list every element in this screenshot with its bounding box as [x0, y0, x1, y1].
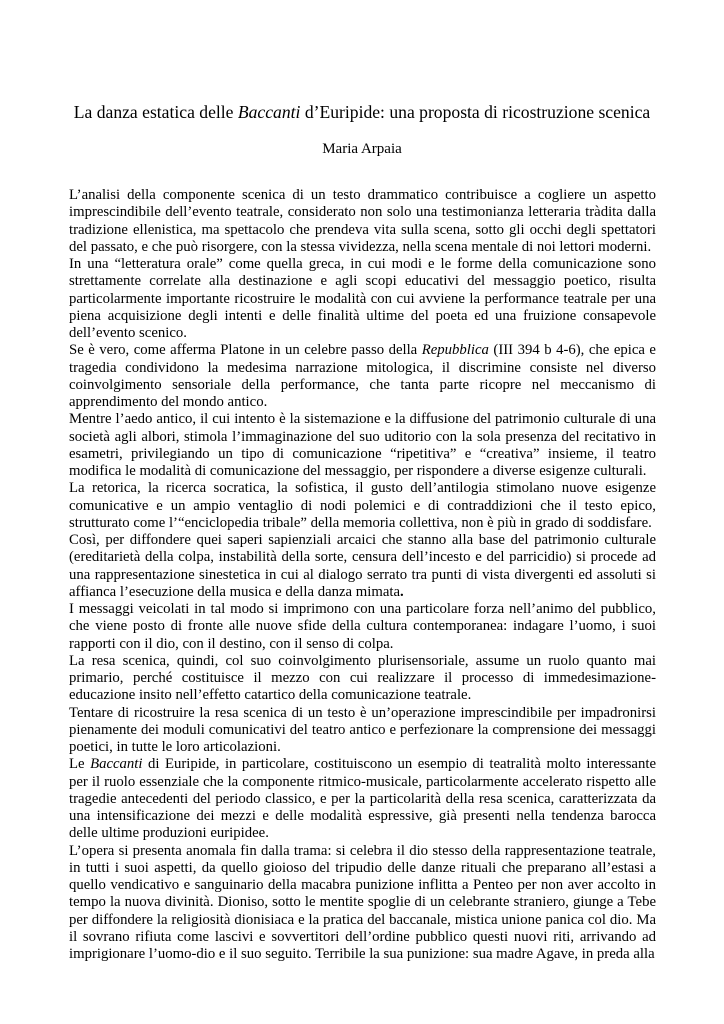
- paragraph-10-end: di Euripide, in particolare, costituiscono un esempio di teatralità molto interessante per il ruolo essenziale che la componente ritmico-musicale, particolarmente accelerato rispetto alle tragedie antecedenti del periodo classico, e per la particolarità della resa scenica, caratterizzata da una intensificazione dei mezzi e delle modalità espressive, già presenti nella tendenza barocca delle ultime produzioni euripidee.: [69, 756, 657, 842]
- paragraph-3: [69, 342, 656, 411]
- paragraph-11: L’opera si presenta anomala fin dalla trama: si celebra il dio stesso della rappresentazione teatrale, in tutti i suoi aspetti, da quello gioioso del tripudio delle danze rituali che preparano all’estasi a quello vendicativo e sanguinario della macabra punizione inflitta a Penteo per non aver accolto in tempo la nuova divinità. Dioniso, sotto le mentite spoglie di un celebrante straniero, giunge a Tebe per diffondere la religiosità dionisiaca e la pratica del baccanale, mistica unione panica col dio. Ma il sovrano rifiuta come lascivi e sovvertitori dell’ordine pubblico questi nuovi riti, arrivando ad imprigionare l’uomo-dio e il suo seguito. Terribile la sua punizione: sua madre Agave, in preda alla: [69, 842, 656, 962]
- paragraph-5: La retorica, la ricerca socratica, la sofistica, il gusto dell’antilogia stimolano nuove esigenze comunicative e un ampio ventaglio di nodi polemici e di contraddizioni che il testo epico, strutturato come l’“enciclopedia tribale” della memoria collettiva, non è più in grado di soddisfare.: [69, 480, 656, 531]
- paragraph-3-italic: Repubblica: [421, 342, 489, 359]
- title-text-end: d’Euripide: una proposta di ricostruzione scenica: [300, 102, 651, 122]
- paragraph-9: Tentare di ricostruire la resa scenica di un testo è un’operazione imprescindibile per impadronirsi pienamente dei moduli comunicativi del teatro antico e perfezionare la comprensione dei messaggi poetici, in tutte le loro articolazioni.: [69, 704, 656, 755]
- paragraph-3-end: (III 394 b 4-6), che epica e tragedia condividono la medesima narrazione mitologica, il discrimine consiste nel diverso coinvolgimento sensoriale della performance, che tanta parte ricopre nel meccanismo di apprendimento del mondo antico.: [69, 342, 656, 410]
- paragraph-6: [69, 532, 656, 601]
- paragraph-3-start: Se è vero, come afferma Platone in un celebre passo della: [69, 342, 422, 359]
- paragraph-10-start: Le: [69, 756, 91, 773]
- paragraph-6-text: Così, per diffondere quei saperi sapienziali arcaici che stanno alla base del patrimonio culturale (ereditarietà della colpa, instabilità della sorte, censura dell’incesto e del parricidio) si procede ad una rappresentazione sinestetica in cui al dialogo serrato tra punti di vista divergenti ed assoluti si affianca l’esecuzione della musica e della danza mimata: [69, 532, 656, 600]
- paragraph-4: Mentre l’aedo antico, il cui intento è la sistemazione e la diffusione del patrimonio culturale di una società agli albori, stimola l’immaginazione del suo uditorio con la sola presenza del recitativo in esametri, privilegiando un tipo di comunicazione “ripetitiva” e “creativa” insieme, il teatro modifica le modalità di comunicazione del messaggio, per rispondere a diverse esigenze culturali.: [69, 411, 656, 479]
- paragraph-7: I messaggi veicolati in tal modo si imprimono con una particolare forza nell’animo del pubblico, che viene posto di fronte alle nuove sfide della cultura contemporanea: indagare l’uomo, i suoi rapporti con il dio, con il destino, con il senso di colpa.: [69, 601, 656, 652]
- paragraph-6-bold-period: .: [400, 583, 404, 600]
- paper-title: [0, 101, 724, 123]
- title-text-start: La danza estatica delle: [73, 102, 238, 122]
- paragraph-10-italic: Baccanti: [90, 756, 143, 773]
- paragraph-10: [69, 756, 656, 842]
- author-name: Maria Arpaia: [322, 141, 402, 157]
- body-text: [69, 187, 656, 963]
- paragraph-2: In una “letteratura orale” come quella greca, in cui modi e le forme della comunicazione sono strettamente correlate alla destinazione e agli scopi educativi del messaggio poetico, risulta particolarmente importante ricostruire le modalità con cui avviene la performance teatrale per una piena acquisizione degli intenti e delle finalità ultime del poeta ed una fruizione consapevole dell’evento scenico.: [69, 256, 656, 341]
- paragraph-1: L’analisi della componente scenica di un testo drammatico contribuisce a cogliere un aspetto imprescindibile dell’evento teatrale, considerato non solo una testimonianza letteraria tràdita dalla tradizione ellenistica, ma spettacolo che prendeva vita sulla scena, sotto gli occhi degli spettatori del passato, e che può risorgere, con la stessa vividezza, nella scena mentale di noi lettori moderni.: [69, 187, 656, 255]
- paragraph-8: La resa scenica, quindi, col suo coinvolgimento plurisensoriale, assume un ruolo quanto mai primario, perché costituisce il mezzo con cui realizzare il processo di immedesimazione-educazione insito nell’effetto catartico della comunicazione teatrale.: [69, 652, 656, 704]
- title-italic-work: Baccanti: [237, 102, 301, 122]
